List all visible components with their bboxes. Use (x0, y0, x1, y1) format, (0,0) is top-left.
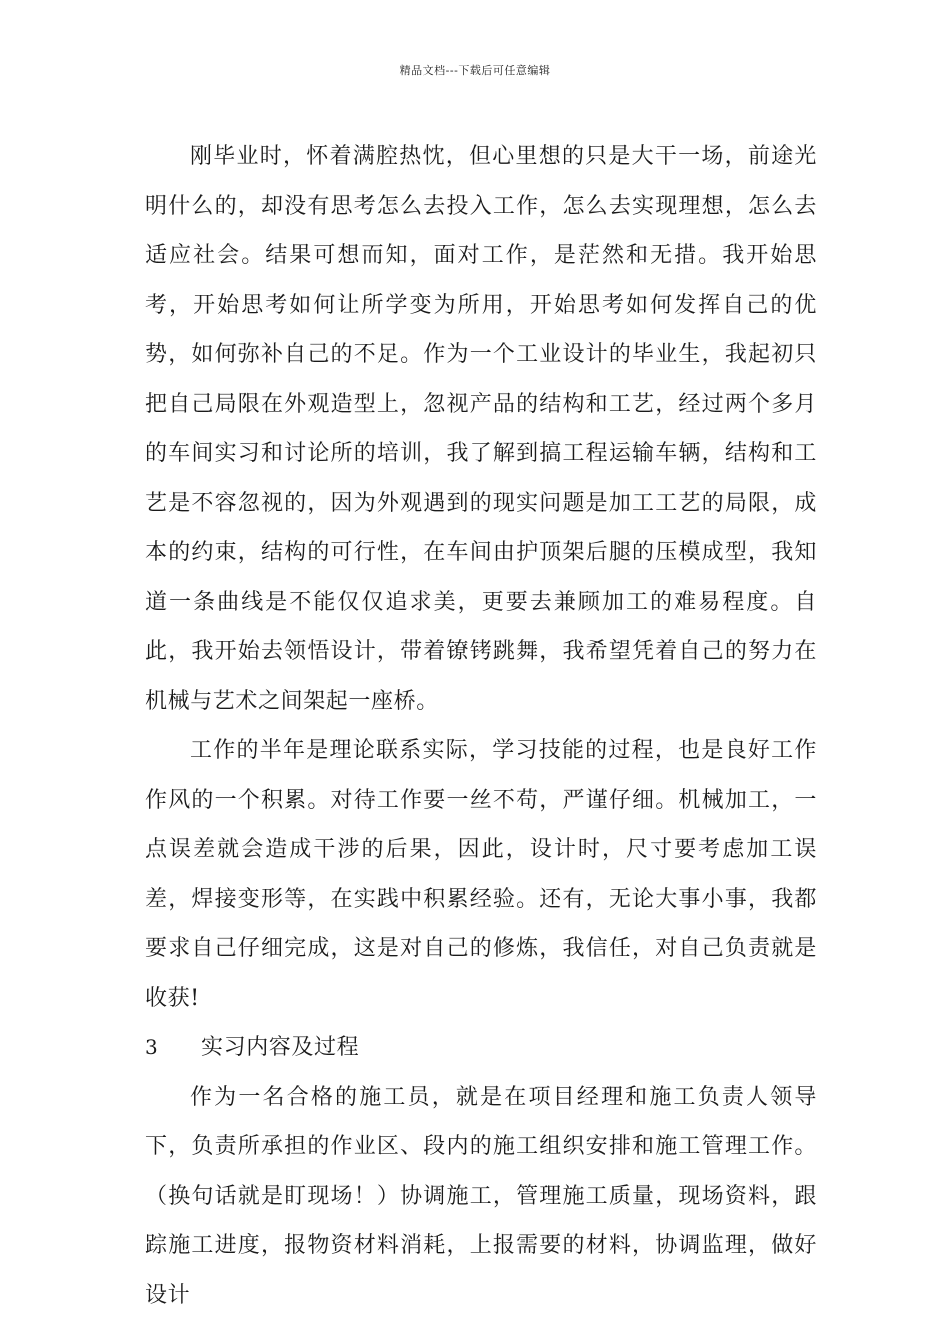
page-header: 精品文档---下载后可任意编辑 (399, 64, 551, 77)
section-heading (145, 1023, 817, 1073)
document-body (145, 132, 817, 1320)
section-number: 3 (145, 1035, 158, 1059)
paragraph-1: 刚毕业时，怀着满腔热忱，但心里想的只是大干一场，前途光明什么的，却没有思考怎么去投入工作，怎么去实现理想，怎么去适应社会。结果可想而知，面对工作，是茫然和无措。我开始思考，开始思考如何让所学变为所用，开始思考如何发挥自己的优势，如何弥补自己的不足。作为一个工业设计的毕业生，我起初只把自己局限在外观造型上，忽视产品的结构和工艺，经过两个多月的车间实习和讨论所的培训，我了解到搞工程运输车辆，结构和工艺是不容忽视的，因为外观遇到的现实问题是加工工艺的局限，成本的约束，结构的可行性，在车间由护顶架后腿的压模成型，我知道一条曲线是不能仅仅追求美，更要去兼顾加工的难易程度。自此，我开始去领悟设计，带着镣铐跳舞，我希望凭着自己的努力在机械与艺术之间架起一座桥。 (145, 144, 817, 714)
paragraph-3: 作为一名合格的施工员，就是在项目经理和施工负责人领导下，负责所承担的作业区、段内的施工组织安排和施工管理工作。（换句话就是盯现场！）协调施工，管理施工质量，现场资料，跟踪施工进度，报物资材料消耗，上报需要的材料，协调监理，做好设计 (145, 1084, 817, 1308)
paragraph-2: 工作的半年是理论联系实际，学习技能的过程，也是良好工作作风的一个积累。对待工作要一丝不苟，严谨仔细。机械加工，一点误差就会造成干涉的后果，因此，设计时，尺寸要考虑加工误差，焊接变形等，在实践中积累经验。还有，无论大事小事，我都要求自己仔细完成，这是对自己的修炼，我信任，对自己负责就是收获! (145, 738, 817, 1011)
section-title: 实习内容及过程 (201, 1035, 360, 1060)
